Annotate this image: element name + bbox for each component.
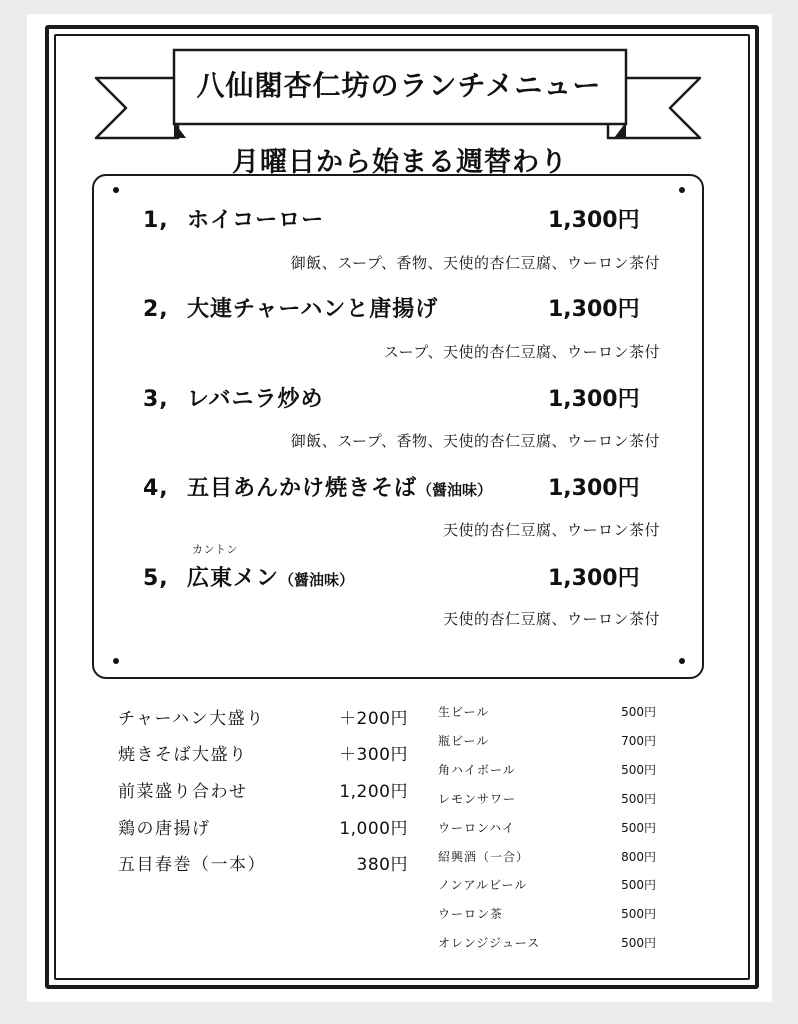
drink-item-price: 500円: [621, 821, 656, 835]
drink-item-name: 角ハイボール: [438, 763, 516, 777]
lunch-item-price: 1,300円: [548, 387, 640, 412]
lunch-menu-box: [92, 174, 704, 679]
corner-dot: [679, 658, 685, 664]
corner-dot: [113, 187, 119, 193]
lunch-item-price: 1,300円: [548, 476, 640, 501]
lunch-item-desc: 御飯、スープ、香物、天使的杏仁豆腐、ウーロン茶付: [290, 254, 660, 272]
lunch-item-name: 2, 大連チャーハンと唐揚げ: [143, 297, 439, 322]
extra-item-price: 1,000円: [339, 819, 408, 839]
drink-item-name: ウーロン茶: [438, 907, 504, 921]
lunch-item-price: 1,300円: [548, 208, 640, 233]
extra-item-price: ＋300円: [339, 745, 408, 765]
extra-item-price: 1,200円: [339, 782, 408, 802]
drink-item-price: 500円: [621, 792, 656, 806]
drink-item-name: 紹興酒（一合）: [438, 850, 530, 864]
drink-item-price: 500円: [621, 936, 656, 950]
drink-item-name: 瓶ビール: [438, 734, 490, 748]
corner-dot: [679, 187, 685, 193]
drink-item-name: ウーロンハイ: [438, 821, 516, 835]
lunch-item-name: 3, レバニラ炒め: [143, 387, 324, 412]
drink-item-name: レモンサワー: [438, 792, 517, 806]
lunch-item-desc: 天使的杏仁豆腐、ウーロン茶付: [442, 521, 660, 539]
drink-item-price: 700円: [621, 734, 656, 748]
drink-item-name: ノンアルビール: [438, 878, 528, 892]
extra-item-name: チャーハン大盛り: [118, 709, 265, 729]
ribbon-left-tail: [96, 78, 178, 138]
drink-item-price: 500円: [621, 705, 656, 719]
drink-item-name: オレンジジュース: [438, 936, 541, 950]
page-subtitle: 月曜日から始まる週替わり: [232, 147, 568, 178]
drink-item-name: 生ビール: [438, 705, 490, 719]
lunch-item-name: 1, ホイコーロー: [143, 208, 325, 233]
lunch-item-name: 4, 五目あんかけ焼きそば（醤油味）: [143, 476, 493, 501]
lunch-item-price: 1,300円: [548, 297, 640, 322]
corner-dot: [113, 658, 119, 664]
extra-item-name: 鶏の唐揚げ: [118, 819, 211, 839]
page-title: 八仙閣杏仁坊のランチメニュー: [196, 69, 602, 102]
extra-item-price: ＋200円: [339, 709, 408, 729]
extra-item-name: 五目春巻（一本）: [118, 855, 266, 875]
lunch-item-desc: 天使的杏仁豆腐、ウーロン茶付: [442, 610, 660, 628]
lunch-item-name: 5, 広東メン（醤油味）: [143, 566, 355, 591]
drink-item-price: 500円: [621, 763, 656, 777]
lunch-item-desc: 御飯、スープ、香物、天使的杏仁豆腐、ウーロン茶付: [290, 432, 660, 450]
extra-item-price: 380円: [356, 855, 408, 875]
extra-item-name: 前菜盛り合わせ: [118, 782, 248, 802]
extra-item-name: 焼きそば大盛り: [118, 745, 248, 765]
lunch-item-desc: スープ、天使的杏仁豆腐、ウーロン茶付: [383, 343, 660, 361]
lunch-item-price: 1,300円: [548, 566, 640, 591]
drink-item-price: 500円: [621, 907, 656, 921]
drink-item-price: 800円: [621, 850, 656, 864]
ruby-reading: カントン: [192, 543, 238, 556]
drink-item-price: 500円: [621, 878, 656, 892]
